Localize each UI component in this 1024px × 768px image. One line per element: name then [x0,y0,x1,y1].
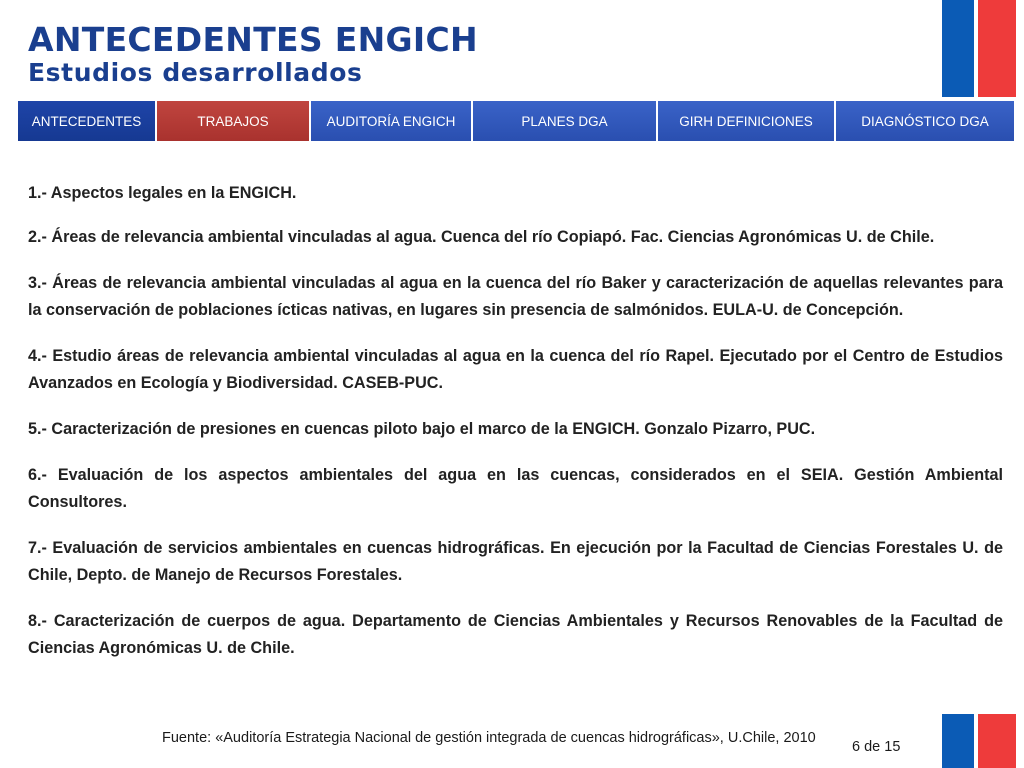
tab-trabajos[interactable]: TRABAJOS [157,101,311,141]
list-item: 6.- Evaluación de los aspectos ambientales del agua en las cuencas, considerados en el SEIA. Gestión Ambiental Consultores. [28,466,1003,511]
tab-diagnostico-dga[interactable]: DIAGNÓSTICO DGA [836,101,1014,141]
list-item: 5.- Caracterización de presiones en cuencas piloto bajo el marco de la ENGICH. Gonzalo Pizarro, PUC. [28,420,816,438]
tab-girh-definiciones[interactable]: GIRH DEFINICIONES [658,101,836,141]
flag-logo-top [942,0,1016,97]
list-item: 7.- Evaluación de servicios ambientales en cuencas hidrográficas. En ejecución por la Facultad de Ciencias Forestales U. de Chile, Depto. de Manejo de Recursos Forestales. [28,539,1003,584]
list-item: 3.- Áreas de relevancia ambiental vinculadas al agua en la cuenca del río Baker y caracterización de aquellas relevantes para la conservación de poblaciones ícticas nativas, en lugares sin presencia de salmónidos. EULA-U. de Concepción. [28,274,1003,319]
source-suffix: », U.Chile, 2010 [711,730,816,746]
list-item: 1.- Aspectos legales en la ENGICH. [28,184,297,202]
flag-blue-stripe [942,714,974,768]
tab-auditoria-engich[interactable]: AUDITORÍA ENGICH [311,101,473,141]
page-number: 6 de 15 [852,739,901,755]
source-citation [162,730,816,746]
header [28,22,478,88]
list-item: 2.- Áreas de relevancia ambiental vinculadas al agua. Cuenca del río Copiapó. Fac. Ciencias Agronómicas U. de Chile. [28,228,935,246]
list-item: 4.- Estudio áreas de relevancia ambiental vinculadas al agua en la cuenca del río Rapel. Ejecutado por el Centro de Estudios Avanzados en Ecología y Biodiversidad. CASEB-PUC. [28,347,1003,392]
nav-tabs [18,101,1014,141]
tab-planes-dga[interactable]: PLANES DGA [473,101,658,141]
source-prefix: Fuente: « [162,730,224,746]
studies-list [28,180,1003,681]
flag-red-stripe [978,0,1016,97]
flag-red-stripe [978,714,1016,768]
flag-logo-bottom [942,714,1016,768]
page-title: ANTECEDENTES ENGICH [28,20,478,59]
list-item: 8.- Caracterización de cuerpos de agua. Departamento de Ciencias Ambientales y Recursos Renovables de la Facultad de Ciencias Agronómicas U. de Chile. [28,612,1003,657]
page-subtitle: Estudios desarrollados [28,58,363,87]
tab-antecedentes[interactable]: ANTECEDENTES [18,101,157,141]
flag-blue-stripe [942,0,974,97]
source-link[interactable]: Auditoría Estrategia Nacional de gestión integrada de cuencas hidrográficas [223,730,712,746]
